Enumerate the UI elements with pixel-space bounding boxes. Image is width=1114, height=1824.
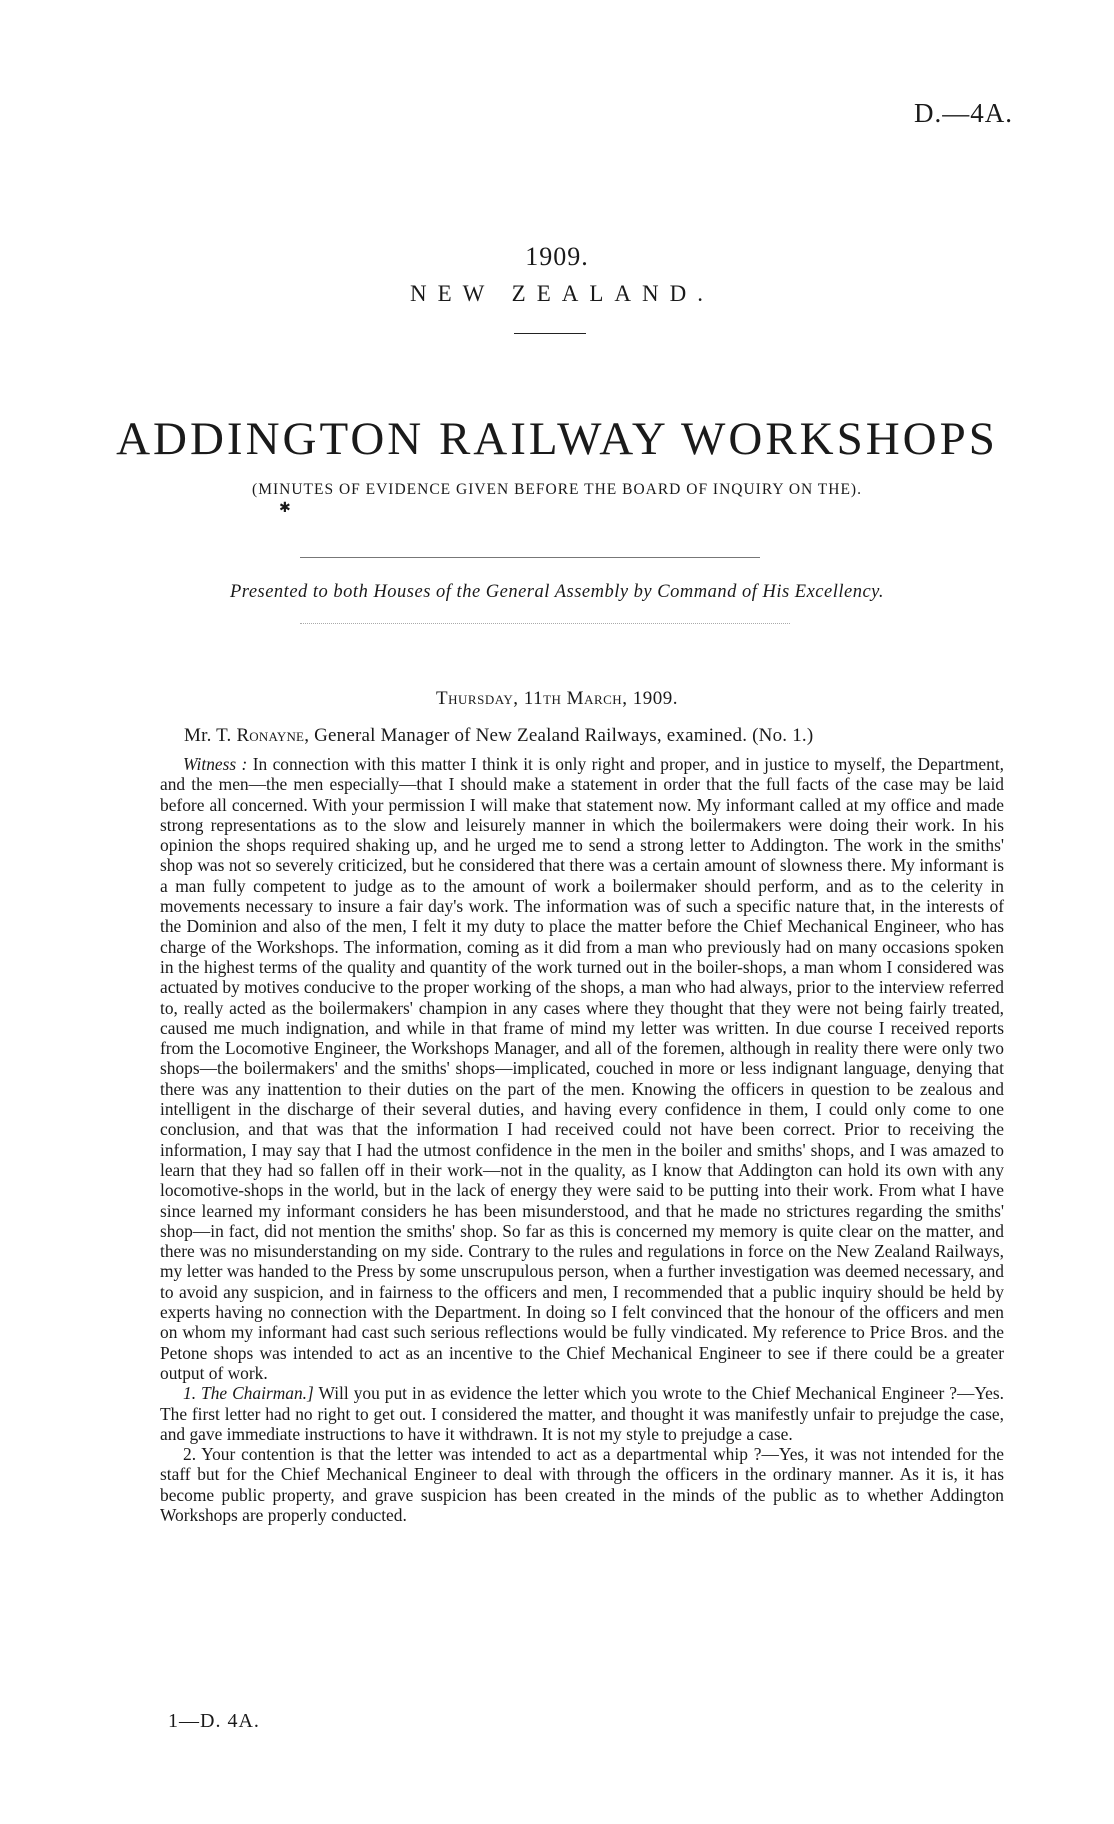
witness-suffix: , General Manager of New Zealand Railways, examined. (No. 1.)	[304, 725, 814, 746]
evidence-body	[160, 754, 1004, 1525]
presented-line: Presented to both Houses of the General Assembly by Command of His Excellency.	[230, 582, 884, 602]
paragraph-lead: Witness :	[183, 754, 248, 774]
country: NEW ZEALAND.	[409, 281, 715, 306]
title-divider	[514, 333, 586, 334]
paragraph	[160, 1383, 1004, 1444]
witness-prefix: Mr. T.	[184, 725, 237, 746]
paragraph	[160, 754, 1004, 1383]
document-subtitle: (MINUTES OF EVIDENCE GIVEN BEFORE THE BOARD OF INQUIRY ON THE).	[252, 481, 862, 498]
paragraph-text: Will you put in as evidence the letter which you wrote to the Chief Mechanical Engineer ?—Yes. The first letter had no right to get out. I considered the matter, and thought it was manifestly unfair to prejudge the case, and gave immediate instructions to have it withdrawn. It is not my style to prejudge a case.	[160, 1383, 1005, 1444]
document-title: ADDINGTON RAILWAY WORKSHOPS	[116, 413, 998, 465]
year: 1909.	[525, 242, 589, 271]
page-ref: D.—4A.	[914, 98, 1013, 128]
paragraph-text: 2. Your contention is that the letter was intended to act as a departmental whip ?—Yes, it was not intended for the staff but for the Chief Mechanical Engineer to deal with through the officers in the ordinary manner. As it is, it has become public property, and grave suspicion has been created in the minds of the public as to whether Addington Workshops are properly conducted.	[160, 1444, 1004, 1525]
footer-ref: 1—D. 4A.	[168, 1710, 260, 1732]
witness-line	[184, 725, 813, 747]
paragraph-lead: 1. The Chairman.]	[183, 1383, 314, 1404]
witness-name: Ronayne	[236, 725, 305, 746]
session-date: Thursday, 11th March, 1909.	[436, 688, 678, 709]
section-divider-dotted	[300, 623, 790, 624]
paragraph	[160, 1444, 1004, 1525]
asterisk-mark: ✱	[279, 501, 291, 516]
section-divider	[300, 557, 760, 558]
paragraph-text: In connection with this matter I think it is only right and proper, and in justice to myself, the Department, and the men—the men especially—that I should make a statement in order that the full facts of the case may be laid before all concerned. With your permission I will make that statement now. My informant called at my office and made strong representations as to the slow and leisurely manner in which the boilermakers were doing their work. In his opinion the shops required shaking up, and he urged me to send a strong letter to Addington. The work in the smiths' shop was not so severely criticized, but he considered that there was a certain amount of slowness there. My informant is a man fully competent to judge as to the amount of work a boilermaker should perform, and as to the celerity in movements necessary to insure a fair day's work. The information was of such a specific nature that, in the interests of the Dominion and also of the men, I felt it my duty to place the matter before the Chief Mechanical Engineer, who has charge of the Workshops. The information, coming as it did from a man who previously had on many occasions spoken in the highest terms of the quality and quantity of the work turned out in the boiler-shops, a man whom I considered was actuated by motives conducive to the proper working of the shops, a man who had always, prior to the interview referred to, really acted as the boilermakers' champion in any cases where they thought that they were not being fairly treated, caused me much indignation, and while in that frame of mind my letter was written. In due course I received reports from the Locomotive Engineer, the Workshops Manager, and all of the foremen, although in reality there were only two shops—the boilermakers' and the smiths' shops—implicated, couched in more or less indignant language, denying that there was any inattention to their duties on the part of the men. Knowing the officers in question to be zealous and intelligent in the discharge of their several duties, and having every confidence in them, I could only come to one conclusion, and that was that the information I had received could not have been correct. Prior to receiving the information, I may say that I had the utmost confidence in the men in the boiler and smiths' shops, and I was amazed to learn that they had so fallen off in their work—not in the quality, as I know that Addington can hold its own with any locomotive-shops in the world, but in the lack of energy they were said to be putting into their work. From what I have since learned my informant considers he has been misunderstood, and that he made no strictures regarding the smiths' shop—in fact, did not mention the smiths' shop. So far as this is concerned my memory is quite clear on the matter, and there was no misunderstanding on my side. Contrary to the rules and regulations in force on the New Zealand Railways, my letter was handed to the Press by some unscrupulous person, when a further investigation was deemed necessary, and to avoid any suspicion, and in fairness to the officers and men, I recommended that a public inquiry should be held by experts having no connection with the Department. In doing so I felt convinced that the honour of the officers and men on whom my informant had cast such serious reflections would be fully vindicated. My reference to Price Bros. and the Petone shops was intended to act as an incentive to the Chief Mechanical Engineer to see if there could be a greater output of work.	[160, 754, 1004, 1383]
